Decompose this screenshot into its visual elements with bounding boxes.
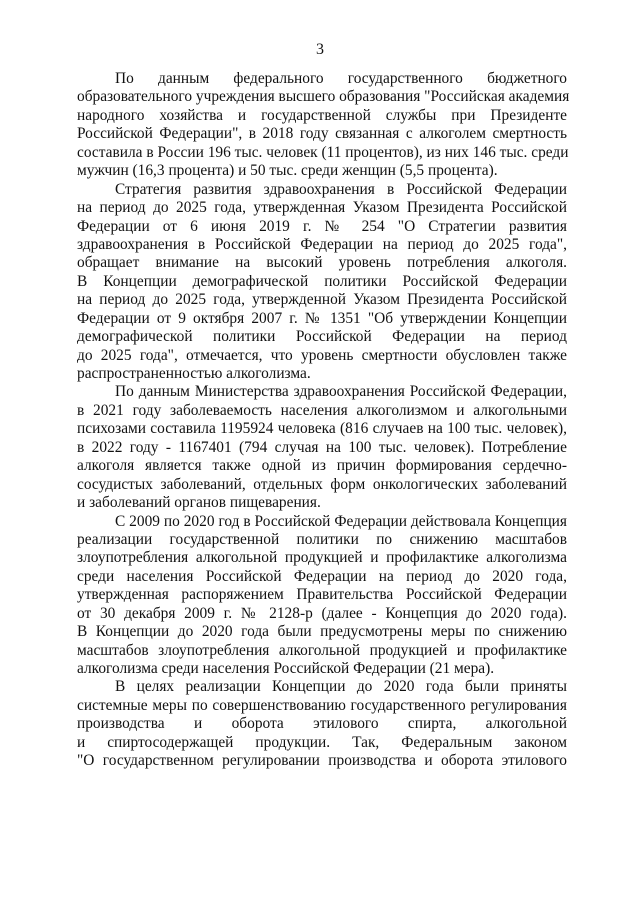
text-line: составила в России 196 тыс. человек (11 процентов), из них 146 тыс. среди (77, 143, 569, 161)
text-line: утвержденная распоряжением Правительства Российской Федерации (77, 586, 567, 604)
text-line: в 2022 году - 1167401 (794 случая на 100 тыс. человек). Потребление (77, 438, 567, 456)
text-line: и спиртосодержащей продукции. Так, Федеральным законом (77, 733, 567, 751)
text-line: на период до 2025 года, утвержденной Указом Президента Российской (77, 291, 567, 309)
text-line: В Концепции до 2020 года были предусмотрены меры по снижению (77, 623, 567, 641)
text-line: среди населения Российской Федерации на период до 2020 года, (77, 567, 567, 585)
text-line: народного хозяйства и государственной службы при Президенте (77, 106, 567, 124)
text-line: В Концепции демографической политики Российской Федерации (77, 272, 567, 290)
text-line: масштабов злоупотребления алкогольной продукцией и профилактике (77, 641, 567, 659)
text-line: здравоохранения в Российской Федерации на период до 2025 года", (77, 235, 567, 253)
text-line: алкоголя является также одной из причин формирования сердечно- (77, 457, 567, 475)
text-line: В целях реализации Концепции до 2020 года были приняты (115, 678, 567, 696)
text-line: Федерации от 9 октября 2007 г. № 1351 "Об утверждении Концепции (77, 309, 567, 327)
text-line: реализации государственной политики по снижению масштабов (77, 530, 567, 548)
text-line: системные меры по совершенствованию государственного регулирования (77, 696, 567, 714)
text-line: обращает внимание на высокий уровень потребления алкоголя. (77, 254, 567, 272)
text-line: образовательного учреждения высшего образования "Российская академия (77, 88, 570, 106)
page-number: 3 (316, 41, 324, 58)
paragraph (77, 70, 570, 181)
text-line: Российской Федерации", в 2018 году связанная с алкоголем смертность (77, 125, 567, 143)
text-line: алкоголизма среди населения Российской Федерации (21 мера). (77, 660, 495, 677)
text-line: По данным Министерства здравоохранения Российской Федерации, (115, 383, 567, 401)
text-line: злоупотребления алкогольной продукцией и профилактике алкоголизма (77, 549, 567, 567)
text-line: сосудистых заболеваний, отдельных форм онкологических заболеваний (77, 475, 567, 493)
text-line: Федерации от 6 июня 2019 г. № 254 "О Стратегии развития (77, 217, 567, 235)
text-line: распространенностью алкоголизма. (77, 365, 311, 382)
text-line: психозами составила 1195924 человека (816 случаев на 100 тыс. человек), (77, 420, 567, 438)
text-line: мужчин (16,3 процента) и 50 тыс. среди женщин (5,5 процента). (77, 162, 498, 180)
text-line: По данным федерального государственного бюджетного (115, 70, 567, 87)
text-line: С 2009 по 2020 год в Российской Федерации действовала Концепция (115, 512, 567, 530)
document-body (77, 70, 570, 771)
text-line: до 2025 года", отмечается, что уровень смертности обусловлен также (77, 346, 567, 364)
text-line: производства и оборота этилового спирта, алкогольной (77, 715, 567, 733)
text-line: Стратегия развития здравоохранения в Российской Федерации (115, 180, 567, 198)
paragraph (77, 383, 567, 512)
text-line: в 2021 году заболеваемость населения алкоголизмом и алкогольными (77, 401, 567, 419)
text-line: "О государственном регулировании производства и оборота этилового (77, 752, 567, 770)
text-line: и заболеваний органов пищеварения. (77, 494, 321, 512)
paragraph (77, 181, 567, 384)
text-line: на период до 2025 года, утвержденная Указом Президента Российской (77, 199, 567, 217)
text-line: от 30 декабря 2009 г. № 2128-р (далее - Концепция до 2020 года). (77, 604, 567, 622)
paragraph (77, 513, 567, 679)
text-line: демографической политики Российской Федерации на период (77, 328, 567, 346)
paragraph (77, 678, 567, 770)
